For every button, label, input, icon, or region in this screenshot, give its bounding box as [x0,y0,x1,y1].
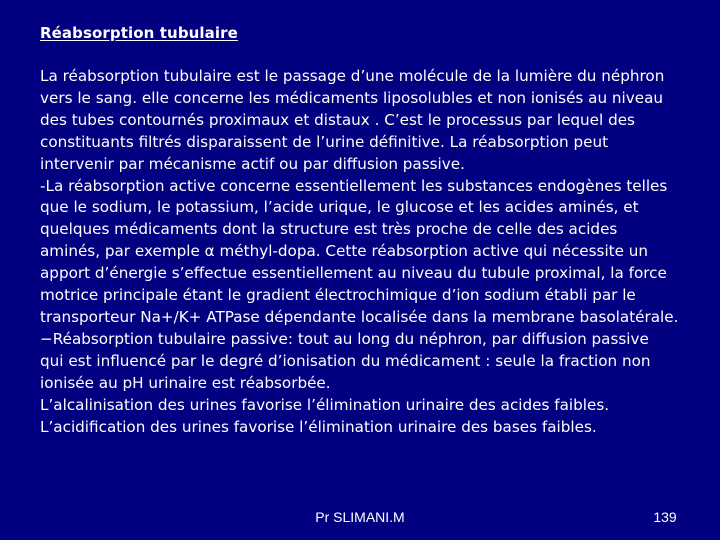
body-line: L’acidification des urines favorise l’élimination urinaire des bases faibles. [40,417,597,436]
body-line: qui est influencé par le degré d’ionisation du médicament : seule la fraction non [40,351,651,370]
slide-body [40,66,710,438]
page-number: 139 [653,509,677,525]
body-line: quelques médicaments dont la structure est très proche de celle des acides [40,220,618,239]
body-line: L’alcalinisation des urines favorise l’élimination urinaire des acides faibles. [40,395,610,414]
body-line: motrice principale étant le gradient électrochimique d’ion sodium établi par le [40,286,636,305]
body-line: transporteur Na+/K+ ATPase dépendante localisée dans la membrane basolatérale. [40,307,679,326]
footer-author: Pr SLIMANI.M [315,509,405,525]
body-line: −Réabsorption tubulaire passive: tout au long du néphron, par diffusion passive [40,329,649,348]
body-line: apport d’énergie s’effectue essentiellement au niveau du tubule proximal, la force [40,264,667,283]
body-line: que le sodium, le potassium, l’acide urique, le glucose et les acides aminés, et [40,198,639,217]
body-line: ionisée au pH urinaire est réabsorbée. [40,373,331,392]
slide-title: Réabsorption tubulaire [40,24,238,42]
body-line: intervenir par mécanisme actif ou par diffusion passive. [40,154,465,173]
body-line: La réabsorption tubulaire est le passage d’une molécule de la lumière du néphron [40,67,665,85]
body-line: constituants filtrés disparaissent de l’urine définitive. La réabsorption peut [40,132,609,151]
body-line: aminés, par exemple α méthyl-dopa. Cette réabsorption active qui nécessite un [40,242,649,261]
body-line: vers le sang. elle concerne les médicaments liposolubles et non ionisés au niveau [40,88,664,107]
body-line: -La réabsorption active concerne essentiellement les substances endogènes telles [40,176,668,195]
body-line: des tubes contournés proximaux et distaux . C’est le processus par lequel des [40,110,635,129]
